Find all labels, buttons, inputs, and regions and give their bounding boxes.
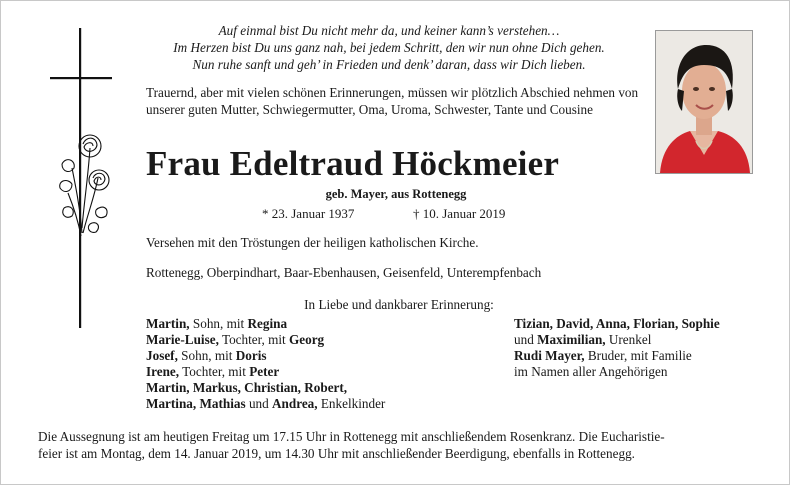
mourner-row: Martin, Markus, Christian, Robert, xyxy=(146,380,348,396)
places-text: Rottenegg, Oberpindhart, Baar-Ebenhausen, Geisenfeld, Unterempfenbach xyxy=(146,265,542,280)
funeral-line: feier ist am Montag, dem 14. Januar 2019, um 14.30 Uhr mit anschließender Beerdigung, ebenfalls in Rottenegg. xyxy=(38,446,635,461)
mourner-row: Marie-Luise, Tochter, mit Georg xyxy=(146,332,325,348)
birth-date: * 23. Januar 1937 xyxy=(262,206,355,221)
memory-heading: In Liebe und dankbarer Erinnerung: xyxy=(304,297,494,312)
death-date: † 10. Januar 2019 xyxy=(413,206,506,221)
mourners-left xyxy=(146,316,476,413)
cross-with-roses-icon xyxy=(50,28,120,328)
poem-line: Im Herzen bist Du uns ganz nah, bei jedem Schritt, den wir nun ohne Dich gehen. xyxy=(173,40,605,55)
poem-line: Auf einmal bist Du nicht mehr da, und keiner kann’s verstehen… xyxy=(218,23,560,38)
intro-text: Trauernd, aber mit vielen schönen Erinnerungen, müssen wir plötzlich Abschied nehmen von unserer guten Mutter, Schwiegermutter, Oma, Uroma, Schwester, Tante und Cousine xyxy=(146,85,639,117)
mourner-row: im Namen aller Angehörigen xyxy=(514,364,668,380)
portrait-illustration xyxy=(656,31,752,173)
poem xyxy=(140,22,638,73)
mourner-row: Tizian, David, Anna, Florian, Sophie xyxy=(514,316,720,331)
poem-line: Nun ruhe sanft und geh’ in Frieden und denk’ daran, dass wir Dich lieben. xyxy=(192,57,586,72)
mourner-row: Martina, Mathias und Andrea, Enkelkinder xyxy=(146,396,386,412)
mourner-row: Martin, Sohn, mit Regina xyxy=(146,316,288,331)
mourner-row: Irene, Tochter, mit Peter xyxy=(146,364,280,380)
maiden-name: geb. Mayer, aus Rottenegg xyxy=(325,187,467,201)
funeral-line: Die Aussegnung ist am heutigen Freitag um 17.15 Uhr in Rottenegg mit anschließendem Rosenkranz. Die Eucharistie- xyxy=(38,429,665,444)
mourner-row: Josef, Sohn, mit Doris xyxy=(146,348,267,364)
sacraments-text: Versehen mit den Tröstungen der heiligen katholischen Kirche. xyxy=(146,235,479,250)
mourner-row: und Maximilian, Urenkel xyxy=(514,332,652,348)
mourners-right xyxy=(514,316,774,380)
deceased-name: Frau Edeltraud Höckmeier xyxy=(146,144,560,183)
funeral-details xyxy=(38,428,754,462)
portrait-photo xyxy=(655,30,753,174)
mourner-row: Rudi Mayer, Bruder, mit Familie xyxy=(514,348,692,364)
